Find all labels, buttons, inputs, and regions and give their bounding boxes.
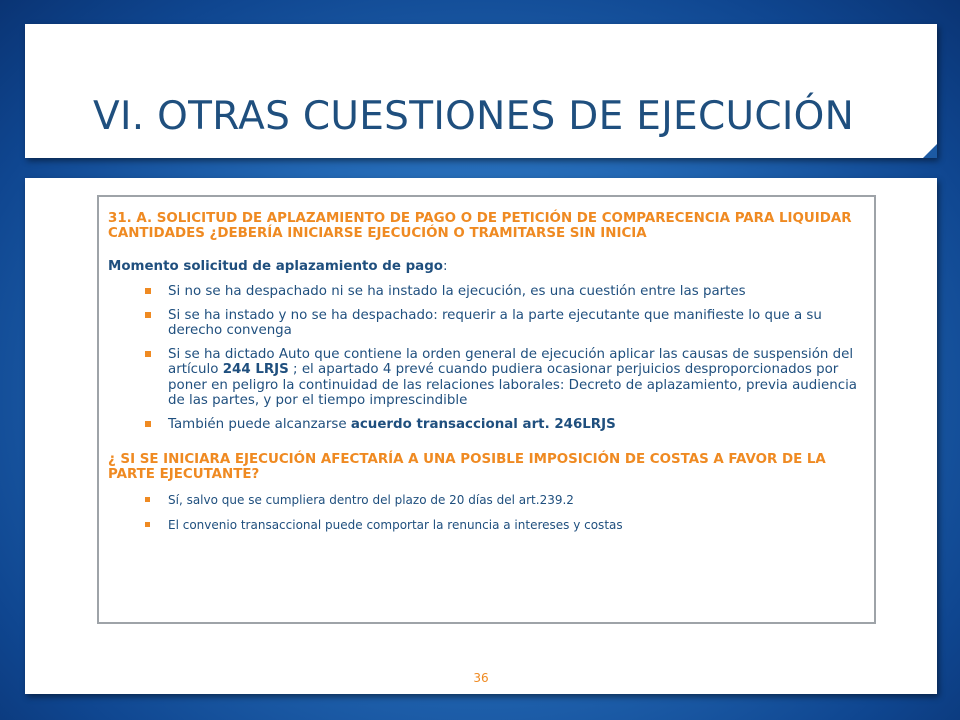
list-item-text: Sí, salvo que se cumpliera dentro del plazo de 20 días del art.239.2	[168, 493, 574, 507]
list-item-text: Si no se ha despachado ni se ha instado la ejecución, es una cuestión entre las partes	[168, 284, 746, 299]
subheading-text: Momento solicitud de aplazamiento de pago	[108, 259, 443, 274]
content-box	[97, 195, 876, 624]
square-bullet-icon	[145, 351, 151, 357]
subheading-colon: :	[442, 259, 448, 274]
section-heading: 31. A. SOLICITUD DE APLAZAMIENTO DE PAGO O DE PETICIÓN DE COMPARECENCIA PARA LIQUIDAR CANTIDADES ¿DEBERÍA INICIARSE EJECUCIÓN O TRAMITARSE SIN INICIA	[108, 211, 852, 241]
square-bullet-icon	[145, 497, 150, 502]
title-card	[25, 24, 937, 158]
list-item	[108, 417, 864, 433]
list-item	[108, 518, 864, 532]
article-reference: acuerdo transaccional art. 246LRJS	[350, 416, 616, 432]
list-item	[108, 284, 864, 300]
list-item	[108, 493, 864, 507]
list-item	[108, 347, 864, 409]
square-bullet-icon	[145, 288, 151, 294]
bullet-list	[108, 284, 864, 432]
page-curl-corner	[923, 144, 937, 158]
answer-list	[108, 493, 864, 532]
list-item-text: ; el apartado 4 prevé cuando pudiera ocasionar perjuicios desproporcionados por poner en peligro la continuidad de las relaciones laborales: Decreto de aplazamiento, previa audiencia de las partes, y por el tiempo imprescindible	[168, 362, 857, 408]
square-bullet-icon	[145, 312, 151, 318]
list-item-text: Si se ha dictado Auto que contiene la orden general de ejecución aplicar las causas de suspensión del artículo	[168, 346, 854, 377]
subheading	[108, 259, 864, 275]
list-item-text: El convenio transaccional puede comportar la renuncia a intereses y costas	[168, 518, 623, 532]
page-number: 36	[473, 671, 489, 685]
article-reference: 244 LRJS	[222, 362, 289, 377]
question-heading: ¿ SI SE INICIARA EJECUCIÓN AFECTARÍA A UNA POSIBLE IMPOSICIÓN DE COSTAS A FAVOR DE LA PARTE EJECUTANTE?	[108, 452, 826, 482]
square-bullet-icon	[145, 522, 150, 527]
content-card	[25, 178, 937, 694]
list-item-text: Si se ha instado y no se ha despachado: requerir a la parte ejecutante que manifieste lo que a su derecho convenga	[168, 307, 822, 338]
list-item-text: También puede alcanzarse	[168, 416, 351, 432]
square-bullet-icon	[145, 421, 151, 427]
slide-title: VI. OTRAS CUESTIONES DE EJECUCIÓN	[93, 94, 855, 139]
list-item	[108, 308, 864, 339]
